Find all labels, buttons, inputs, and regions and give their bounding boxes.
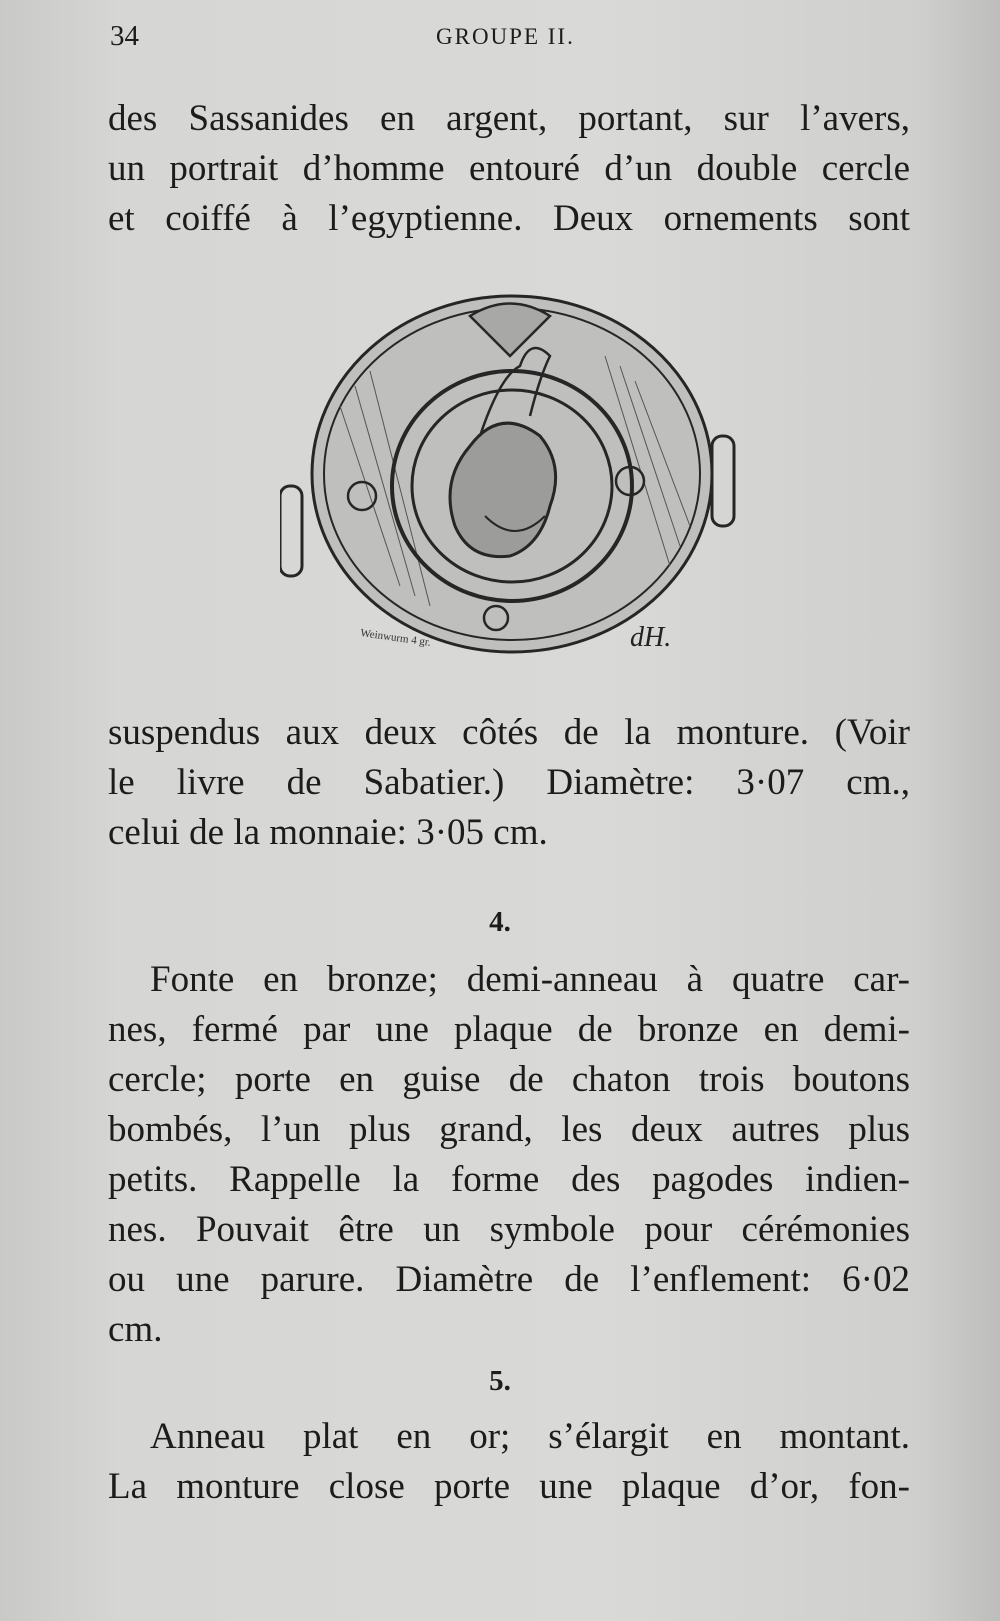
- text-line: bombés, l’un plus grand, les deux autres plus: [108, 1109, 910, 1150]
- text-line: et coiffé à l’egyptienne. Deux ornements sont: [108, 198, 910, 239]
- running-title: GROUPE II.: [436, 24, 575, 49]
- running-header: [0, 20, 1000, 60]
- section-number-5: 5.: [489, 1365, 511, 1397]
- text-line: Anneau plat en or; s’élargit en montant.: [150, 1416, 910, 1457]
- text-line: nes. Pouvait être un symbole pour cérémonies: [108, 1209, 910, 1250]
- text-line: nes, fermé par une plaque de bronze en demi-: [108, 1009, 910, 1050]
- text-line: le livre de Sabatier.) Diamètre: 3·07 cm.,: [108, 762, 910, 803]
- section-number-4: 4.: [489, 906, 511, 938]
- paragraph-intro: [108, 94, 910, 244]
- text-line: petits. Rappelle la forme des pagodes indien-: [108, 1159, 910, 1200]
- right-ornament: [712, 436, 734, 526]
- paragraph-continuation: [108, 708, 910, 858]
- paragraph-section-4: [108, 955, 910, 1355]
- svg-text:Weinwurm 4 gr.: Weinwurm 4 gr.: [359, 627, 432, 649]
- page-number: 34: [110, 20, 139, 52]
- paragraph-section-5: [108, 1412, 910, 1512]
- text-line: des Sassanides en argent, portant, sur l’avers,: [108, 98, 910, 139]
- left-ornament: [280, 486, 302, 576]
- text-line: suspendus aux deux côtés de la monture. (Voir: [108, 712, 910, 753]
- text-line: cercle; porte en guise de chaton trois boutons: [108, 1059, 910, 1100]
- engraver-signature: dH.: [630, 622, 672, 653]
- text-line: ou une parure. Diamètre de l’enflement: 6·02: [108, 1259, 910, 1300]
- text-line: celui de la monnaie: 3·05 cm.: [108, 812, 548, 853]
- text-line: Fonte en bronze; demi-anneau à quatre car-: [150, 959, 910, 1000]
- text-line: La monture close porte une plaque d’or, fon-: [108, 1466, 910, 1507]
- text-line: un portrait d’homme entouré d’un double cercle: [108, 148, 910, 189]
- ring-illustration: [280, 286, 750, 686]
- text-line: cm.: [108, 1309, 163, 1350]
